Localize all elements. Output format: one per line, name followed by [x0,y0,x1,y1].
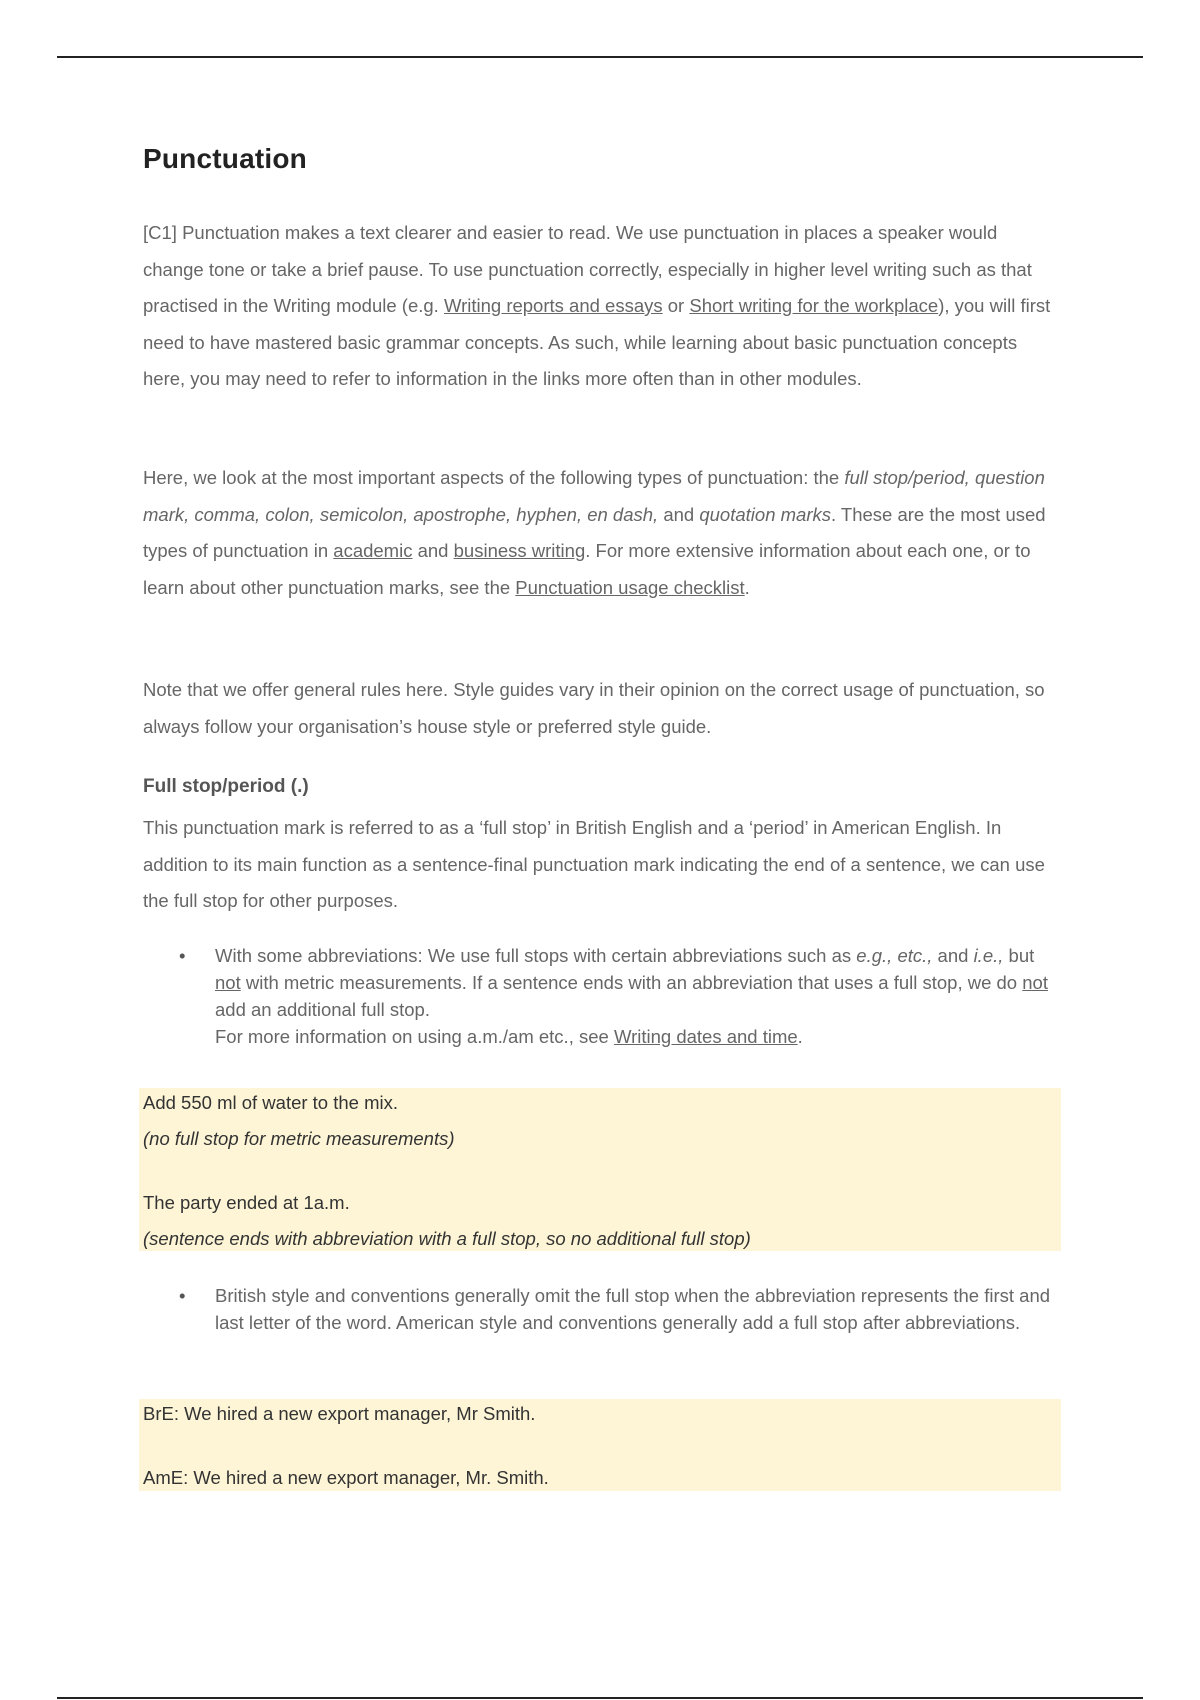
section-heading-full-stop: Full stop/period (.) [143,776,309,797]
link-punctuation-checklist[interactable]: Punctuation usage checklist [515,576,745,598]
example-line: Add 550 ml of water to the mix. [143,1092,399,1113]
bottom-rule [57,1697,1143,1699]
intro-paragraph-3: Note that we offer general rules here. Style guides vary in their opinion on the correct usage of punctuation, so always follow your organisation’s house style or preferred style guide. [143,679,1045,737]
top-rule [57,56,1143,58]
example-line-ame: AmE: We hired a new export manager, Mr. Smith. [143,1467,549,1488]
example-line-bre: BrE: We hired a new export manager, Mr Smith. [143,1403,536,1424]
link-academic[interactable]: academic [333,540,413,561]
link-writing-reports[interactable]: Writing reports and essays [443,295,663,316]
intro-paragraph-1: [C1] Punctuation makes a text clearer and easier to read. We use punctuation in places a speaker would change tone or take a brief pause. To use punctuation correctly, especially in higher level writing such as that practised in the Writing module (e.g. Writing reports and essays or Short writing for the workplace), you will first need to have mastered basic grammar concepts. As such, while learning about basic punctuation concepts here, you may need to refer to information in the links more often than in other modules. [143,222,1051,389]
example-box-bre-ame [139,1399,1061,1491]
example-note: (sentence ends with abbreviation with a full stop, so no additional full stop) [143,1228,751,1249]
example-line: The party ended at 1a.m. [143,1192,350,1213]
link-short-writing[interactable]: Short writing for the workplace [689,295,939,316]
full-stop-paragraph: This punctuation mark is referred to as a ‘full stop’ in British English and a ‘period’ in American English. In addition to its main function as a sentence-final punctuation mark indicating the end of a sentence, we can use the full stop for other purposes. [143,817,1045,911]
link-business-writing[interactable]: business writing [453,540,586,561]
bullet-abbreviations: • With some abbreviations: We use full stops with certain abbreviations such as e.g., etc., and i.e., but not with metric measurements. If a sentence ends with an abbreviation that uses a full stop, we do not add an additional full stop. For more information on using a.m./am etc., see Writing dates and time. [215,942,1065,1050]
bullet-icon: • [179,1285,186,1306]
bullet-british-american: • British style and conventions generally omit the full stop when the abbreviation represents the first and last letter of the word. American style and conventions generally add a full stop after abbreviations. [215,1282,1065,1336]
example-box-metric [139,1088,1061,1251]
example-note: (no full stop for metric measurements) [143,1128,455,1149]
intro-paragraph-2: Here, we look at the most important aspects of the following types of punctuation: the full stop/period, question mark, comma, colon, semicolon, apostrophe, hyphen, en dash, and quotation marks. These are the most used types of punctuation in academic and business writing. For more extensive information about each one, or to learn about other punctuation marks, see the Punctuation usage checklist. [143,467,1046,598]
link-writing-dates[interactable]: Writing dates and time [613,1026,798,1047]
page-title: Punctuation [143,143,307,174]
bullet-icon: • [179,945,186,966]
